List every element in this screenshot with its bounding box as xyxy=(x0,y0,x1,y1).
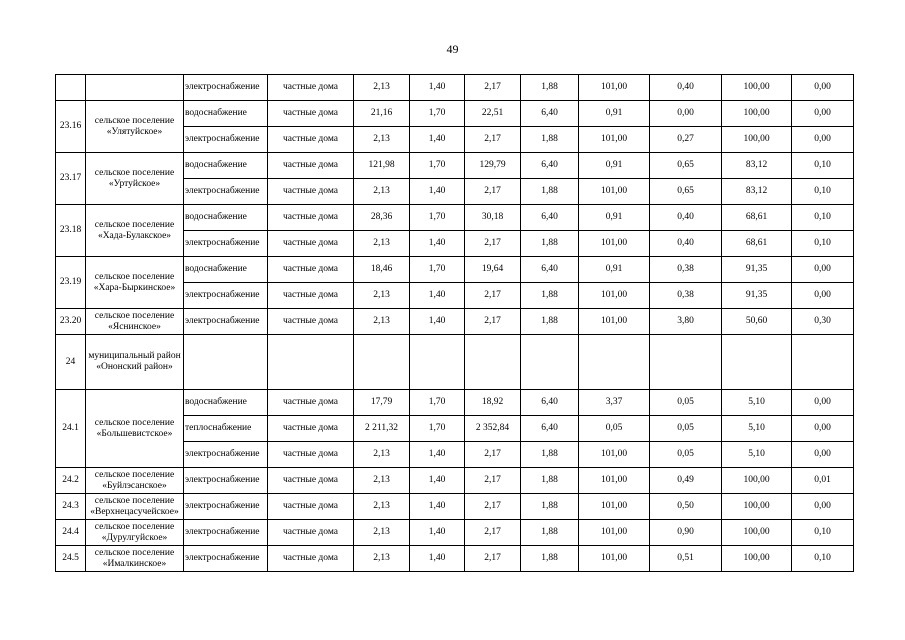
table-row xyxy=(56,75,854,101)
value-cell: 101,00 xyxy=(579,231,650,257)
value-cell: 1,70 xyxy=(410,390,465,416)
value-cell: 1,40 xyxy=(410,283,465,309)
service-type: электроснабжение xyxy=(184,494,268,520)
table-row xyxy=(56,520,854,546)
service-type: электроснабжение xyxy=(184,75,268,101)
value-cell: 1,88 xyxy=(521,231,579,257)
value-cell: 1,40 xyxy=(410,309,465,335)
settlement-name: сельское поселение «Хада-Булакское» xyxy=(86,205,184,257)
value-cell: 0,10 xyxy=(792,546,854,572)
value-cell: 101,00 xyxy=(579,520,650,546)
value-cell: 101,00 xyxy=(579,75,650,101)
value-cell: 3,80 xyxy=(650,309,722,335)
row-number: 23.20 xyxy=(56,309,86,335)
value-cell: 1,70 xyxy=(410,257,465,283)
settlement-name: сельское поселение «Верхнецасучейское» xyxy=(86,494,184,520)
value-cell: 2,13 xyxy=(354,494,410,520)
settlement-name: сельское поселение «Ималкинское» xyxy=(86,546,184,572)
value-cell: 2,13 xyxy=(354,179,410,205)
service-type: электроснабжение xyxy=(184,520,268,546)
value-cell: 0,91 xyxy=(579,205,650,231)
value-cell: 0,05 xyxy=(650,416,722,442)
value-cell: 101,00 xyxy=(579,468,650,494)
value-cell: 1,40 xyxy=(410,231,465,257)
empty-cell xyxy=(722,335,792,390)
value-cell: 28,36 xyxy=(354,205,410,231)
empty-cell xyxy=(650,335,722,390)
value-cell: 2,17 xyxy=(465,179,521,205)
value-cell: 2,17 xyxy=(465,494,521,520)
value-cell: 1,40 xyxy=(410,127,465,153)
value-cell: 1,88 xyxy=(521,546,579,572)
housing-type: частные дома xyxy=(268,153,354,179)
value-cell: 0,91 xyxy=(579,257,650,283)
housing-type: частные дома xyxy=(268,283,354,309)
value-cell: 100,00 xyxy=(722,127,792,153)
value-cell: 1,40 xyxy=(410,442,465,468)
value-cell: 30,18 xyxy=(465,205,521,231)
housing-type: частные дома xyxy=(268,257,354,283)
value-cell: 101,00 xyxy=(579,179,650,205)
value-cell: 100,00 xyxy=(722,468,792,494)
value-cell: 2,13 xyxy=(354,75,410,101)
value-cell: 0,30 xyxy=(792,309,854,335)
value-cell: 0,40 xyxy=(650,205,722,231)
value-cell: 101,00 xyxy=(579,283,650,309)
value-cell: 1,88 xyxy=(521,442,579,468)
table-row xyxy=(56,494,854,520)
value-cell: 1,70 xyxy=(410,205,465,231)
value-cell: 2 211,32 xyxy=(354,416,410,442)
value-cell: 2,13 xyxy=(354,283,410,309)
row-number: 24.2 xyxy=(56,468,86,494)
value-cell: 101,00 xyxy=(579,546,650,572)
value-cell: 1,40 xyxy=(410,546,465,572)
settlement-name: сельское поселение «Большевистское» xyxy=(86,390,184,468)
value-cell: 0,10 xyxy=(792,205,854,231)
tariff-table xyxy=(55,74,854,572)
housing-type: частные дома xyxy=(268,416,354,442)
service-type: электроснабжение xyxy=(184,179,268,205)
value-cell: 0,00 xyxy=(792,494,854,520)
value-cell: 1,88 xyxy=(521,283,579,309)
table-row xyxy=(56,205,854,231)
row-number: 24.1 xyxy=(56,390,86,468)
value-cell: 91,35 xyxy=(722,257,792,283)
value-cell: 0,00 xyxy=(792,283,854,309)
value-cell: 2,17 xyxy=(465,309,521,335)
value-cell: 2,13 xyxy=(354,546,410,572)
value-cell: 0,91 xyxy=(579,153,650,179)
value-cell: 5,10 xyxy=(722,390,792,416)
value-cell: 1,40 xyxy=(410,520,465,546)
value-cell: 2,17 xyxy=(465,546,521,572)
value-cell: 2,17 xyxy=(465,231,521,257)
value-cell: 100,00 xyxy=(722,101,792,127)
settlement-name: сельское поселение «Яснинское» xyxy=(86,309,184,335)
row-number: 23.17 xyxy=(56,153,86,205)
value-cell: 2,13 xyxy=(354,468,410,494)
value-cell: 1,88 xyxy=(521,494,579,520)
value-cell: 68,61 xyxy=(722,205,792,231)
table-row xyxy=(56,468,854,494)
value-cell: 6,40 xyxy=(521,101,579,127)
service-type: электроснабжение xyxy=(184,231,268,257)
value-cell: 1,88 xyxy=(521,520,579,546)
empty-cell xyxy=(184,335,268,390)
empty-cell xyxy=(792,335,854,390)
value-cell: 0,01 xyxy=(792,468,854,494)
value-cell: 0,65 xyxy=(650,179,722,205)
service-type: электроснабжение xyxy=(184,546,268,572)
value-cell: 5,10 xyxy=(722,416,792,442)
empty-cell xyxy=(354,335,410,390)
value-cell: 0,00 xyxy=(792,101,854,127)
settlement-name: сельское поселение «Дурулгуйское» xyxy=(86,520,184,546)
housing-type: частные дома xyxy=(268,390,354,416)
value-cell: 0,51 xyxy=(650,546,722,572)
value-cell: 100,00 xyxy=(722,546,792,572)
value-cell: 2,17 xyxy=(465,283,521,309)
value-cell: 83,12 xyxy=(722,153,792,179)
value-cell: 18,92 xyxy=(465,390,521,416)
value-cell: 2,13 xyxy=(354,309,410,335)
value-cell: 101,00 xyxy=(579,442,650,468)
value-cell: 22,51 xyxy=(465,101,521,127)
table-row xyxy=(56,101,854,127)
value-cell: 0,00 xyxy=(792,416,854,442)
housing-type: частные дома xyxy=(268,494,354,520)
value-cell: 1,70 xyxy=(410,153,465,179)
page-number: 49 xyxy=(446,42,459,56)
value-cell: 91,35 xyxy=(722,283,792,309)
table-row xyxy=(56,257,854,283)
value-cell: 100,00 xyxy=(722,494,792,520)
settlement-name: сельское поселение «Хара-Быркинское» xyxy=(86,257,184,309)
table-row xyxy=(56,546,854,572)
value-cell: 2,13 xyxy=(354,442,410,468)
value-cell: 68,61 xyxy=(722,231,792,257)
service-type: водоснабжение xyxy=(184,205,268,231)
value-cell: 101,00 xyxy=(579,127,650,153)
service-type: электроснабжение xyxy=(184,283,268,309)
value-cell: 19,64 xyxy=(465,257,521,283)
settlement-name: сельское поселение «Буйлэсанское» xyxy=(86,468,184,494)
row-number: 24 xyxy=(56,335,86,390)
value-cell: 0,50 xyxy=(650,494,722,520)
table-body xyxy=(56,75,854,572)
table-row xyxy=(56,309,854,335)
value-cell: 2,17 xyxy=(465,127,521,153)
row-number: 24.3 xyxy=(56,494,86,520)
service-type: электроснабжение xyxy=(184,442,268,468)
value-cell: 0,10 xyxy=(792,231,854,257)
value-cell: 121,98 xyxy=(354,153,410,179)
housing-type: частные дома xyxy=(268,309,354,335)
value-cell: 0,10 xyxy=(792,179,854,205)
value-cell: 2 352,84 xyxy=(465,416,521,442)
value-cell: 0,91 xyxy=(579,101,650,127)
value-cell: 21,16 xyxy=(354,101,410,127)
service-type: электроснабжение xyxy=(184,309,268,335)
value-cell: 0,10 xyxy=(792,520,854,546)
empty-cell xyxy=(579,335,650,390)
value-cell: 1,88 xyxy=(521,309,579,335)
service-type: водоснабжение xyxy=(184,390,268,416)
value-cell: 0,40 xyxy=(650,75,722,101)
service-type: электроснабжение xyxy=(184,468,268,494)
value-cell: 0,38 xyxy=(650,283,722,309)
value-cell: 17,79 xyxy=(354,390,410,416)
value-cell: 83,12 xyxy=(722,179,792,205)
row-number: 24.4 xyxy=(56,520,86,546)
housing-type: частные дома xyxy=(268,101,354,127)
value-cell: 0,05 xyxy=(650,442,722,468)
value-cell: 1,40 xyxy=(410,494,465,520)
value-cell: 6,40 xyxy=(521,257,579,283)
row-number: 23.19 xyxy=(56,257,86,309)
value-cell: 0,00 xyxy=(650,101,722,127)
value-cell: 1,70 xyxy=(410,101,465,127)
housing-type: частные дома xyxy=(268,127,354,153)
value-cell: 6,40 xyxy=(521,205,579,231)
settlement-name: муниципальный район «Ононский район» xyxy=(86,335,184,390)
value-cell: 2,17 xyxy=(465,75,521,101)
value-cell: 0,27 xyxy=(650,127,722,153)
value-cell: 2,17 xyxy=(465,468,521,494)
service-type: электроснабжение xyxy=(184,127,268,153)
value-cell: 0,00 xyxy=(792,390,854,416)
value-cell: 3,37 xyxy=(579,390,650,416)
value-cell: 2,13 xyxy=(354,231,410,257)
housing-type: частные дома xyxy=(268,442,354,468)
housing-type: частные дома xyxy=(268,75,354,101)
empty-cell xyxy=(268,335,354,390)
value-cell: 1,40 xyxy=(410,75,465,101)
table-row xyxy=(56,153,854,179)
value-cell: 0,10 xyxy=(792,153,854,179)
settlement-name xyxy=(86,75,184,101)
service-type: теплоснабжение xyxy=(184,416,268,442)
value-cell: 2,13 xyxy=(354,127,410,153)
row-number: 24.5 xyxy=(56,546,86,572)
value-cell: 6,40 xyxy=(521,153,579,179)
value-cell: 129,79 xyxy=(465,153,521,179)
value-cell: 2,13 xyxy=(354,520,410,546)
value-cell: 18,46 xyxy=(354,257,410,283)
value-cell: 1,88 xyxy=(521,468,579,494)
empty-cell xyxy=(521,335,579,390)
empty-cell xyxy=(465,335,521,390)
table-row xyxy=(56,390,854,416)
value-cell: 2,17 xyxy=(465,520,521,546)
service-type: водоснабжение xyxy=(184,153,268,179)
value-cell: 101,00 xyxy=(579,494,650,520)
settlement-name: сельское поселение «Уртуйское» xyxy=(86,153,184,205)
housing-type: частные дома xyxy=(268,468,354,494)
value-cell: 0,00 xyxy=(792,257,854,283)
housing-type: частные дома xyxy=(268,205,354,231)
housing-type: частные дома xyxy=(268,520,354,546)
value-cell: 6,40 xyxy=(521,416,579,442)
value-cell: 0,65 xyxy=(650,153,722,179)
value-cell: 1,40 xyxy=(410,468,465,494)
housing-type: частные дома xyxy=(268,179,354,205)
value-cell: 100,00 xyxy=(722,75,792,101)
row-number: 23.16 xyxy=(56,101,86,153)
value-cell: 50,60 xyxy=(722,309,792,335)
value-cell: 0,40 xyxy=(650,231,722,257)
value-cell: 1,40 xyxy=(410,179,465,205)
housing-type: частные дома xyxy=(268,546,354,572)
value-cell: 101,00 xyxy=(579,309,650,335)
value-cell: 0,05 xyxy=(579,416,650,442)
table-row xyxy=(56,335,854,390)
row-number xyxy=(56,75,86,101)
service-type: водоснабжение xyxy=(184,101,268,127)
value-cell: 0,05 xyxy=(650,390,722,416)
value-cell: 5,10 xyxy=(722,442,792,468)
value-cell: 0,38 xyxy=(650,257,722,283)
value-cell: 100,00 xyxy=(722,520,792,546)
value-cell: 0,00 xyxy=(792,75,854,101)
value-cell: 6,40 xyxy=(521,390,579,416)
settlement-name: сельское поселение «Улятуйское» xyxy=(86,101,184,153)
value-cell: 0,49 xyxy=(650,468,722,494)
value-cell: 0,00 xyxy=(792,442,854,468)
value-cell: 1,70 xyxy=(410,416,465,442)
value-cell: 2,17 xyxy=(465,442,521,468)
value-cell: 1,88 xyxy=(521,127,579,153)
empty-cell xyxy=(410,335,465,390)
value-cell: 0,00 xyxy=(792,127,854,153)
value-cell: 0,90 xyxy=(650,520,722,546)
service-type: водоснабжение xyxy=(184,257,268,283)
value-cell: 1,88 xyxy=(521,75,579,101)
housing-type: частные дома xyxy=(268,231,354,257)
value-cell: 1,88 xyxy=(521,179,579,205)
row-number: 23.18 xyxy=(56,205,86,257)
